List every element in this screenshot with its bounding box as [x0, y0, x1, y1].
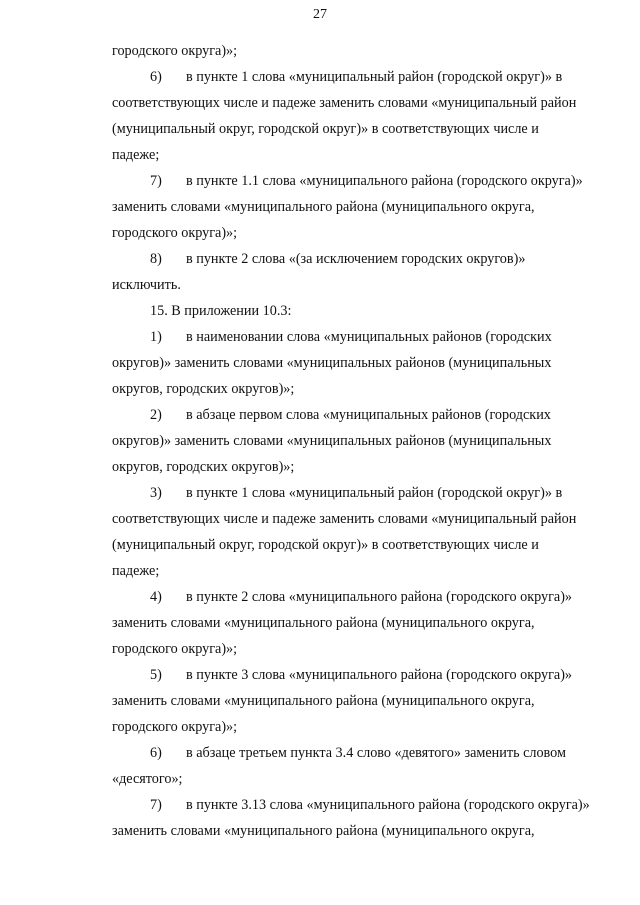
- text-line: в наименовании слова «муниципальных районов (городских: [186, 329, 552, 345]
- text-line: округов)» заменить словами «муниципальных районов (муниципальных: [112, 355, 552, 371]
- item-number: 5): [150, 667, 162, 683]
- text-line: в пункте 3 слова «муниципального района (городского округа)»: [186, 667, 573, 683]
- item-number: 4): [150, 589, 162, 605]
- text-line: в пункте 3.13 слова «муниципального района (городского округа)»: [186, 797, 590, 813]
- text-line: (муниципальный округ, городской округ)» в соответствующих числе и: [112, 121, 539, 137]
- list-item: [112, 324, 616, 350]
- text-line: соответствующих числе и падеже заменить словами «муниципальный район: [112, 511, 577, 527]
- document-body: [112, 38, 616, 844]
- text-line: округов)» заменить словами «муниципальных районов (муниципальных: [112, 433, 552, 449]
- text-line: исключить.: [112, 277, 181, 293]
- text-line: падеже;: [112, 147, 160, 163]
- text-line: в пункте 1 слова «муниципальный район (городской округ)» в: [186, 485, 563, 501]
- text-line: (муниципальный округ, городской округ)» в соответствующих числе и: [112, 537, 539, 553]
- text-line: городского округа)»;: [112, 225, 238, 241]
- text-line: в пункте 2 слова «муниципального района (городского округа)»: [186, 589, 573, 605]
- item-number: 1): [150, 329, 162, 345]
- section-heading: 15. В приложении 10.3:: [150, 303, 292, 319]
- list-item: [112, 480, 616, 506]
- list-item: [112, 168, 616, 194]
- text-line: городского округа)»;: [112, 641, 238, 657]
- list-item: [112, 792, 616, 818]
- item-number: 6): [150, 745, 162, 761]
- text-line: в пункте 1 слова «муниципальный район (городской округ)» в: [186, 69, 563, 85]
- text-line: в пункте 2 слова «(за исключением городских округов)»: [186, 251, 526, 267]
- text-line: в абзаце первом слова «муниципальных районов (городских: [186, 407, 551, 423]
- item-number: 3): [150, 485, 162, 501]
- list-item: [112, 402, 616, 428]
- list-item: [112, 740, 616, 766]
- text-line: округов, городских округов)»;: [112, 381, 295, 397]
- text-line: городского округа)»;: [112, 43, 238, 59]
- list-item: [112, 246, 616, 272]
- item-number: 8): [150, 251, 162, 267]
- item-number: 2): [150, 407, 162, 423]
- text-line: заменить словами «муниципального района (муниципального округа,: [112, 823, 535, 839]
- item-number: 7): [150, 797, 162, 813]
- text-line: округов, городских округов)»;: [112, 459, 295, 475]
- list-item: [112, 64, 616, 90]
- list-item: [112, 662, 616, 688]
- text-line: в абзаце третьем пункта 3.4 слово «девятого» заменить словом: [186, 745, 566, 761]
- text-line: соответствующих числе и падеже заменить словами «муниципальный район: [112, 95, 577, 111]
- text-line: заменить словами «муниципального района (муниципального округа,: [112, 693, 535, 709]
- text-line: в пункте 1.1 слова «муниципального района (городского округа)»: [186, 173, 583, 189]
- text-line: заменить словами «муниципального района (муниципального округа,: [112, 615, 535, 631]
- text-line: падеже;: [112, 563, 160, 579]
- text-line: городского округа)»;: [112, 719, 238, 735]
- text-line: заменить словами «муниципального района (муниципального округа,: [112, 199, 535, 215]
- item-number: 6): [150, 69, 162, 85]
- text-line: «десятого»;: [112, 771, 183, 787]
- list-item: [112, 584, 616, 610]
- page-number: 27: [313, 7, 327, 22]
- item-number: 7): [150, 173, 162, 189]
